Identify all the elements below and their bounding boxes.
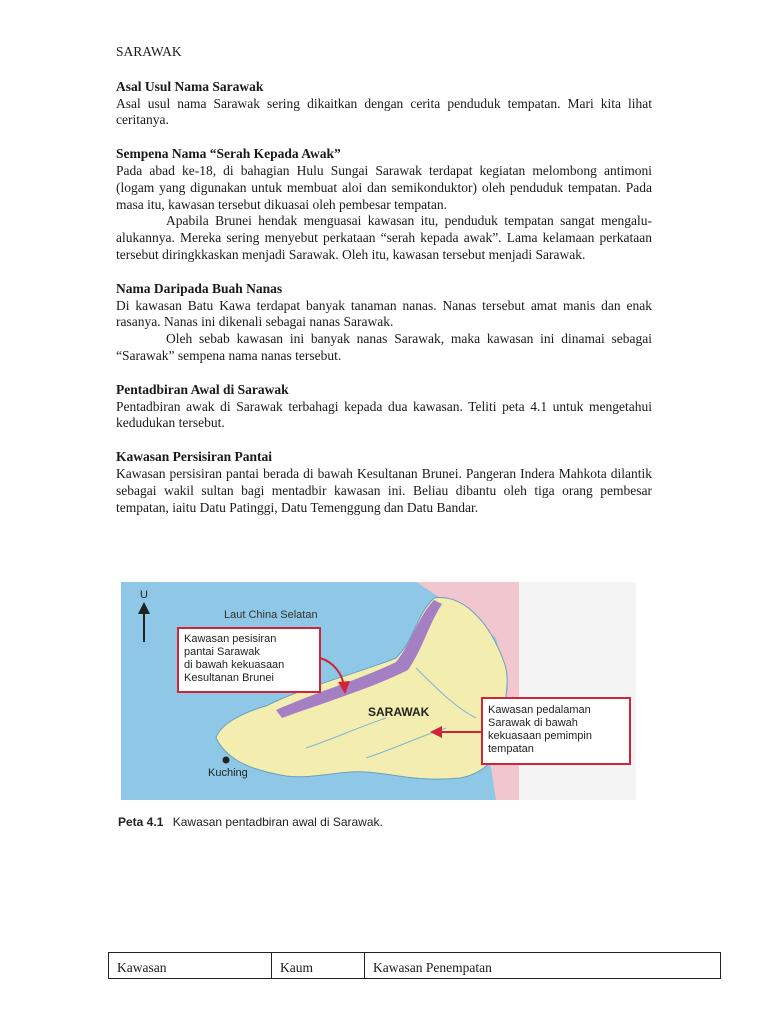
table-header-penempatan: Kawasan Penempatan bbox=[365, 953, 721, 979]
section-heading: Nama Daripada Buah Nanas bbox=[116, 280, 283, 296]
paragraph: Pentadbiran awak di Sarawak terbahagi kepada dua kawasan. Teliti peta 4.1 untuk mengetahui kedudukan tersebut. bbox=[116, 398, 652, 431]
section-heading: Pentadbiran Awal di Sarawak bbox=[116, 381, 289, 397]
paragraph: Asal usul nama Sarawak sering dikaitkan dengan cerita penduduk tempatan. Mari kita lihat ceritanya. bbox=[116, 95, 652, 128]
section-heading: Asal Usul Nama Sarawak bbox=[116, 78, 264, 94]
paragraph: Apabila Brunei hendak menguasai kawasan itu, penduduk tempatan sangat mengalu-alukannya. Mereka sering menyebut perkataan “serah kepada awak”. Lama kelamaan perkataan tersebut diringkkaskan menjadi Sarawak. Oleh itu, kawasan tersebut menjadi Sarawak. bbox=[116, 213, 652, 262]
map-figure bbox=[116, 578, 636, 834]
interior-line-1: Kawasan pedalaman bbox=[488, 704, 591, 716]
section bbox=[116, 449, 652, 516]
caption-text: Kawasan pentadbiran awal di Sarawak. bbox=[172, 815, 383, 829]
section bbox=[116, 79, 652, 129]
sarawak-map bbox=[116, 578, 636, 834]
section bbox=[116, 146, 652, 264]
interior-line-4: tempatan bbox=[488, 743, 534, 755]
sea-label: Laut China Selatan bbox=[224, 609, 318, 621]
coastal-line-2: pantai Sarawak bbox=[184, 646, 260, 658]
interior-line-3: kekuasaan pemimpin bbox=[488, 730, 592, 742]
coastal-line-1: Kawasan pesisiran bbox=[184, 633, 277, 645]
sections-container bbox=[116, 79, 652, 517]
table-header-kawasan: Kawasan bbox=[109, 953, 272, 979]
caption-number: Peta 4.1 bbox=[118, 815, 164, 829]
interior-line-2: Sarawak di bawah bbox=[488, 717, 578, 729]
table-header-row bbox=[109, 953, 721, 979]
paragraph: Oleh sebab kawasan ini banyak nanas Sarawak, maka kawasan ini dinamai sebagai “Sarawak” sempena nama nanas tersebut. bbox=[116, 331, 652, 363]
region-label: SARAWAK bbox=[368, 705, 430, 719]
coastal-line-4: Kesultanan Brunei bbox=[184, 672, 274, 684]
section bbox=[116, 382, 652, 432]
paragraph: Di kawasan Batu Kawa terdapat banyak tanaman nanas. Nanas tersebut amat manis dan enak rasanya. Nanas ini dikenali sebagai nanas Sarawak. bbox=[116, 297, 652, 330]
map-caption bbox=[118, 815, 383, 829]
document-body bbox=[116, 44, 652, 533]
paragraph: Pada abad ke-18, di bahagian Hulu Sungai Sarawak terdapat kegiatan melombong antimoni (logam yang digunakan untuk membuat aloi dan semikonduktor) oleh penduduk tempatan. Pada masa itu, kawasan tersebut dikuasai oleh pembesar tempatan. bbox=[116, 162, 652, 212]
kaum-table bbox=[108, 952, 721, 979]
coastal-callout-text bbox=[184, 633, 287, 684]
north-label: U bbox=[140, 589, 148, 601]
section bbox=[116, 281, 652, 365]
section-heading: Kawasan Persisiran Pantai bbox=[116, 449, 273, 465]
city-marker-icon bbox=[223, 757, 230, 764]
map-margin bbox=[519, 582, 636, 800]
coastal-line-3: di bawah kekuasaan bbox=[184, 659, 285, 671]
paragraph: Kawasan persisiran pantai berada di bawah Kesultanan Brunei. Pangeran Indera Mahkota dilantik sebagai wakil sultan bagi mentadbir kawasan ini. Beliau dibantu oleh tiga orang pembesar tempatan, iaitu Datu Patinggi, Datu Temenggung dan Datu Bandar. bbox=[116, 465, 652, 515]
document-title: SARAWAK bbox=[116, 44, 182, 59]
table-header-kaum: Kaum bbox=[272, 953, 365, 979]
section-heading: Sempena Nama “Serah Kepada Awak” bbox=[116, 146, 341, 162]
city-label: Kuching bbox=[208, 767, 248, 779]
